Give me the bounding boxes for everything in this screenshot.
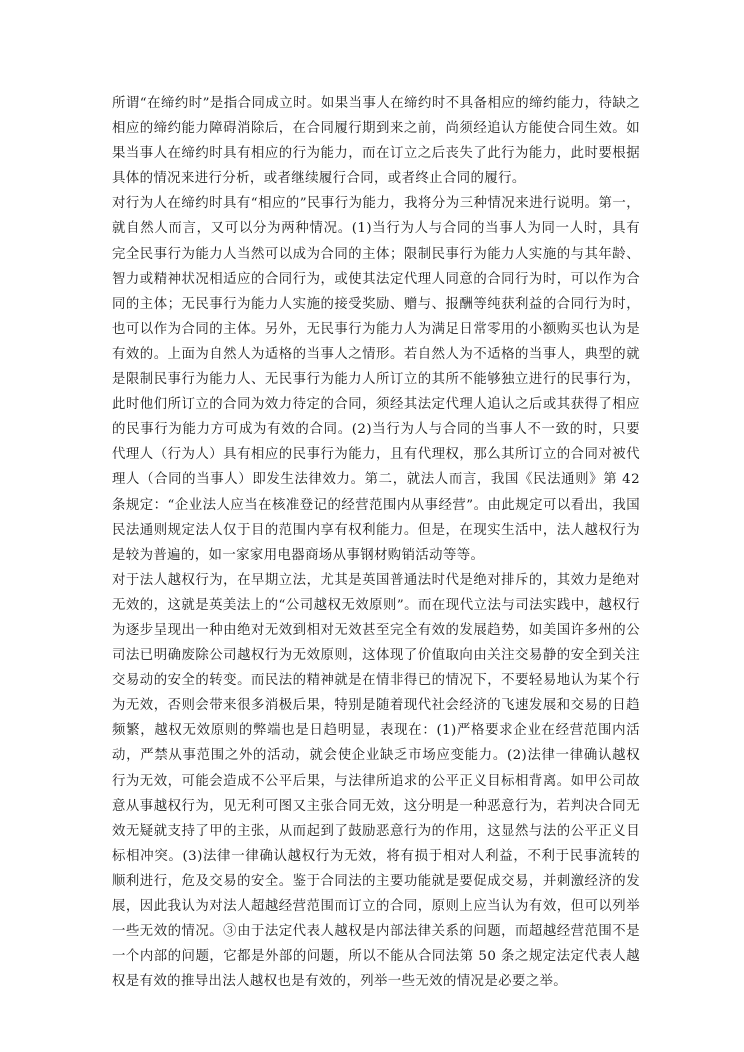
paragraph-ultra-vires: 对于法人越权行为，在早期立法，尤其是英国普通法时代是绝对排斥的，其效力是绝对无效的，这就是英美法上的“公司越权无效原则”。而在现代立法与司法实践中，越权行为逐步呈现出一种由绝对无效到相对无效甚至完全有效的发展趋势，如美国许多州的公司法已明确废除公司越权行为无效原则，这体现了价值取向由关注交易静的安全到关注交易动的安全的转变。而民法的精神就是在情非得已的情况下，不要轻易地认为某个行为无效，否则会带来很多消极后果，特别是随着现代社会经济的飞速发展和交易的日趋频繁，越权无效原则的弊端也是日趋明显，表现在：(1)严格要求企业在经营范围内活动，严禁从事范围之外的活动，就会使企业缺乏市场应变能力。(2)法律一律确认越权行为无效，可能会造成不公平后果，与法律所追求的公平正义目标相背离。如甲公司故意从事越权行为，见无利可图又主张合同无效，这分明是一种恶意行为，若判决合同无效无疑就支持了甲的主张，从而起到了鼓励恶意行为的作用，这显然与法的公平正义目标相冲突。(3)法律一律确认越权行为无效，将有损于相对人利益，不利于民事流转的顺利进行，危及交易的安全。鉴于合同法的主要功能就是要促成交易，并刺激经济的发展，因此我认为对法人超越经营范围而订立的合同，原则上应当认为有效，但可以列举一些无效的情况。③由于法定代表人越权是内部法律关系的问题，而超越经营范围不是一个内部的问题，它都是外部的问题，所以不能从合同法第 50 条之规定法定代表人越权是有效的推导出法人越权也是有效的，列举一些无效的情况是必要之举。: [112, 572, 640, 990]
document-body: [112, 91, 640, 994]
paragraph-capacity-three-cases: 对行为人在缔约时具有“相应的”民事行为能力，我将分为三种情况来进行说明。第一，就自然人而言，又可以分为两种情况。(1)当行为人与合同的当事人为同一人时，具有完全民事行为能力人当然可以成为合同的主体；限制民事行为能力人实施的与其年龄、智力或精神状况相适应的合同行为，或使其法定代理人同意的合同行为时，可以作为合同的主体；无民事行为能力人实施的接受奖励、赠与、报酬等纯获利益的合同行为时，也可以作为合同的主体。另外，无民事行为能力人为满足日常零用的小额购买也认为是有效的。上面为自然人为适格的当事人之情形。若自然人为不适格的当事人，典型的就是限制民事行为能力人、无民事行为能力人所订立的其所不能够独立进行的民事行为，此时他们所订立的合同为效力待定的合同，须经其法定代理人追认之后或其获得了相应的民事行为能力方可成为有效的合同。(2)当行为人与合同的当事人不一致的时，只要代理人（行为人）具有相应的民事行为能力，且有代理权，那么其所订立的合同对被代理人（合同的当事人）即发生法律效力。第二，就法人而言，我国《民法通则》第 42 条规定：“企业法人应当在核准登记的经营范围内从事经营”。由此规定可以看出，我国民法通则规定法人仅于目的范围内享有权利能力。但是，在现实生活中，法人越权行为是较为普遍的，如一家家用电器商场从事钢材购销活动等等。: [112, 196, 640, 563]
paragraph-contract-formation-time: 所谓“在缔约时”是指合同成立时。如果当事人在缔约时不具备相应的缔约能力，待缺之相应的缔约能力障碍消除后，在合同履行期到来之前，尚须经追认方能使合同生效。如果当事人在缔约时具有相应的行为能力，而在订立之后丧失了此行为能力，此时要根据具体的情况来进行分析，或者继续履行合同，或者终止合同的履行。: [112, 96, 640, 187]
